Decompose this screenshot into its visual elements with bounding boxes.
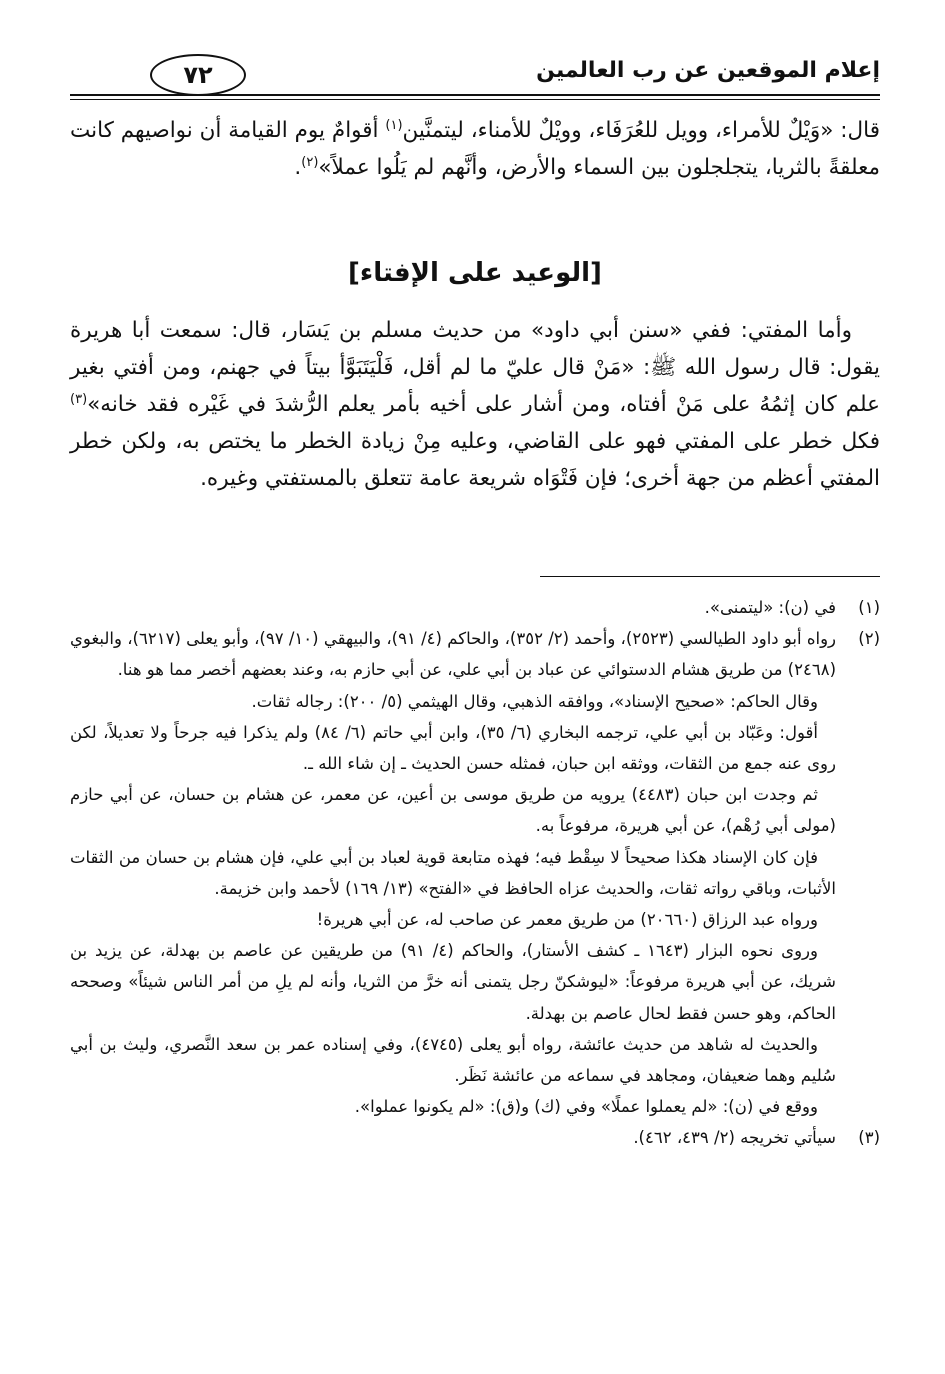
footnotes (70, 592, 880, 1154)
para1-text: قال: «وَيْلٌ للأمراء، وويل للعُرَفَاء، وويْلٌ للأمناء، ليتمنَّين (402, 118, 880, 143)
footnote-separator (540, 576, 880, 577)
footnote-paragraph: رواه أبو داود الطيالسي (٢٥٢٣)، وأحمد (٢/ ٣٥٢)، والحاكم (٤/ ٩١)، والبيهقي (١٠/ ٩٧)، وأبو يعلى (٦٢١٧)، والبغوي (٢٤٦٨) من طريق هشام الدستوائي عن عباد بن أبي علي، عن أبي حازم به، وعند بعضهم أخصر مما هو هنا. (70, 629, 837, 680)
para1-end: . (294, 155, 302, 180)
footnote-paragraph: فإن كان الإسناد هكذا صحيحاً لا سِقْط فيه؛ فهذه متابعة قوية لعباد بن أبي علي، فإن هشام بن حسان من الثقات الأثبات، وباقي رواته ثقات، والحديث عزاه الحافظ في «الفتح» (١٣/ ١٦٩) لأحمد وابن خزيمة. (70, 847, 836, 898)
footnote-paragraph: في (ن): «ليتمنى». (704, 598, 836, 617)
footnote-number: (٣) (858, 1128, 880, 1148)
footnote-paragraph: ورواه عبد الرزاق (٢٠٦٦٠) من طريق معمر عن صاحب له، عن أبي هريرة! (316, 910, 818, 930)
book-title: إعلام الموقعين عن رب العالمين (536, 58, 880, 83)
para2-text: وأما المفتي: ففي «سنن أبي داود» من حديث مسلم بن يَسَار، قال: سمعت أبا هريرة يقول: قال رسول الله ﷺ: «مَنْ قال عليّ ما لم أقل، فَلْيَتَبَوَّأ بيتاً في جهنم، ومن أفتي بغير علم كان إثمُهُ على مَنْ أفتاه، ومن أشار على أخيه بأمر يعلم الرُّشدَ في غَيْره فقد خانه» (70, 318, 880, 417)
footnote-ref-1[interactable]: (١) (385, 117, 403, 133)
page (70, 0, 880, 1374)
footnote (70, 1122, 880, 1153)
page-header (70, 44, 880, 100)
body-paragraph-1 (70, 112, 880, 186)
page-number-badge (110, 52, 280, 96)
para1-text-b: أقوامٌ يوم القيامة أن نواصيهم كانت معلقةً بالثريا، يتجلجلون بين السماء والأرض، وأنَّهم لم يَلُوا عملاً» (70, 118, 880, 180)
footnote-number: (٢) (858, 629, 880, 649)
para2-text-b: فكل خطر على المفتي فهو على القاضي، وعليه مِنْ زيادة الخطر ما يختص به، ولكن خطر المفتي أعظم من جهة أخرى؛ فإن فَتْوَاه شريعة عامة تتعلق بالمستفتي وغيره. (70, 429, 880, 491)
footnote-ref-2[interactable]: (٢) (301, 154, 319, 170)
footnote-paragraph: سيأتي تخريجه (٢/ ٤٣٩، ٤٦٢). (633, 1128, 836, 1148)
page-number: ٧٢ (150, 54, 246, 96)
footnote-ref-3[interactable]: (٣) (70, 391, 88, 407)
header-rule-thin (70, 99, 880, 100)
footnote (70, 623, 880, 1122)
footnote-paragraph: ووقع في (ن): «لم يعملوا عملًا» وفي (ك) و(ق): «لم يكونوا عملوا». (354, 1097, 818, 1117)
header-rule (70, 94, 880, 96)
footnote-paragraph: وقال الحاكم: «صحيح الإسناد»، ووافقه الذهبي، وقال الهيثمي (٥/ ٢٠٠): رجاله ثقات. (251, 691, 818, 711)
footnote-paragraph: وروى نحوه البزار (١٦٤٣ ـ كشف الأستار)، والحاكم (٤/ ٩١) من طريقين عن عاصم بن بهدلة، عن يزيد بن شريك، عن أبي هريرة مرفوعاً: «ليوشكنّ رجل يتمنى أنه خرَّ من الثريا، وأنه لم يلِ من أمر الناس شيئاً» وصححه الحاكم، وهو حسن فقط لحال عاصم بن بهدلة. (70, 941, 836, 1023)
footnote-body (70, 592, 836, 623)
footnote-body (70, 1122, 836, 1153)
footnote (70, 592, 880, 623)
footnote-number: (١) (858, 598, 880, 617)
footnote-paragraph: ثم وجدت ابن حبان (٤٤٨٣) يرويه من طريق موسى بن أعين، عن معمر، عن هشام بن حسان، عن أبي حازم (مولى أبي رُهْم)، عن أبي هريرة، مرفوعاً به. (70, 785, 836, 836)
section-heading: [الوعيد على الإفتاء] (348, 258, 602, 288)
footnote-paragraph: والحديث له شاهد من حديث عائشة، رواه أبو يعلى (٤٧٤٥)، وفي إسناده عمر بن سعد النَّصري، وليث بن أبي سُليم وهما ضعيفان، ومجاهد في سماعه من عائشة نَظَر. (70, 1034, 836, 1086)
footnote-paragraph: أقول: وعَبّاد بن أبي علي، ترجمه البخاري (٦/ ٣٥)، وابن أبي حاتم (٦/ ٨٤) ولم يذكرا فيه جرحاً ولا تعديلاً، لكن روى عنه جمع من الثقات، ووثقه ابن حبان، فمثله حسن الحديث ـ إن شاء الله ـ. (70, 722, 836, 774)
body-paragraph-2 (70, 312, 880, 497)
footnote-body (70, 623, 836, 1122)
